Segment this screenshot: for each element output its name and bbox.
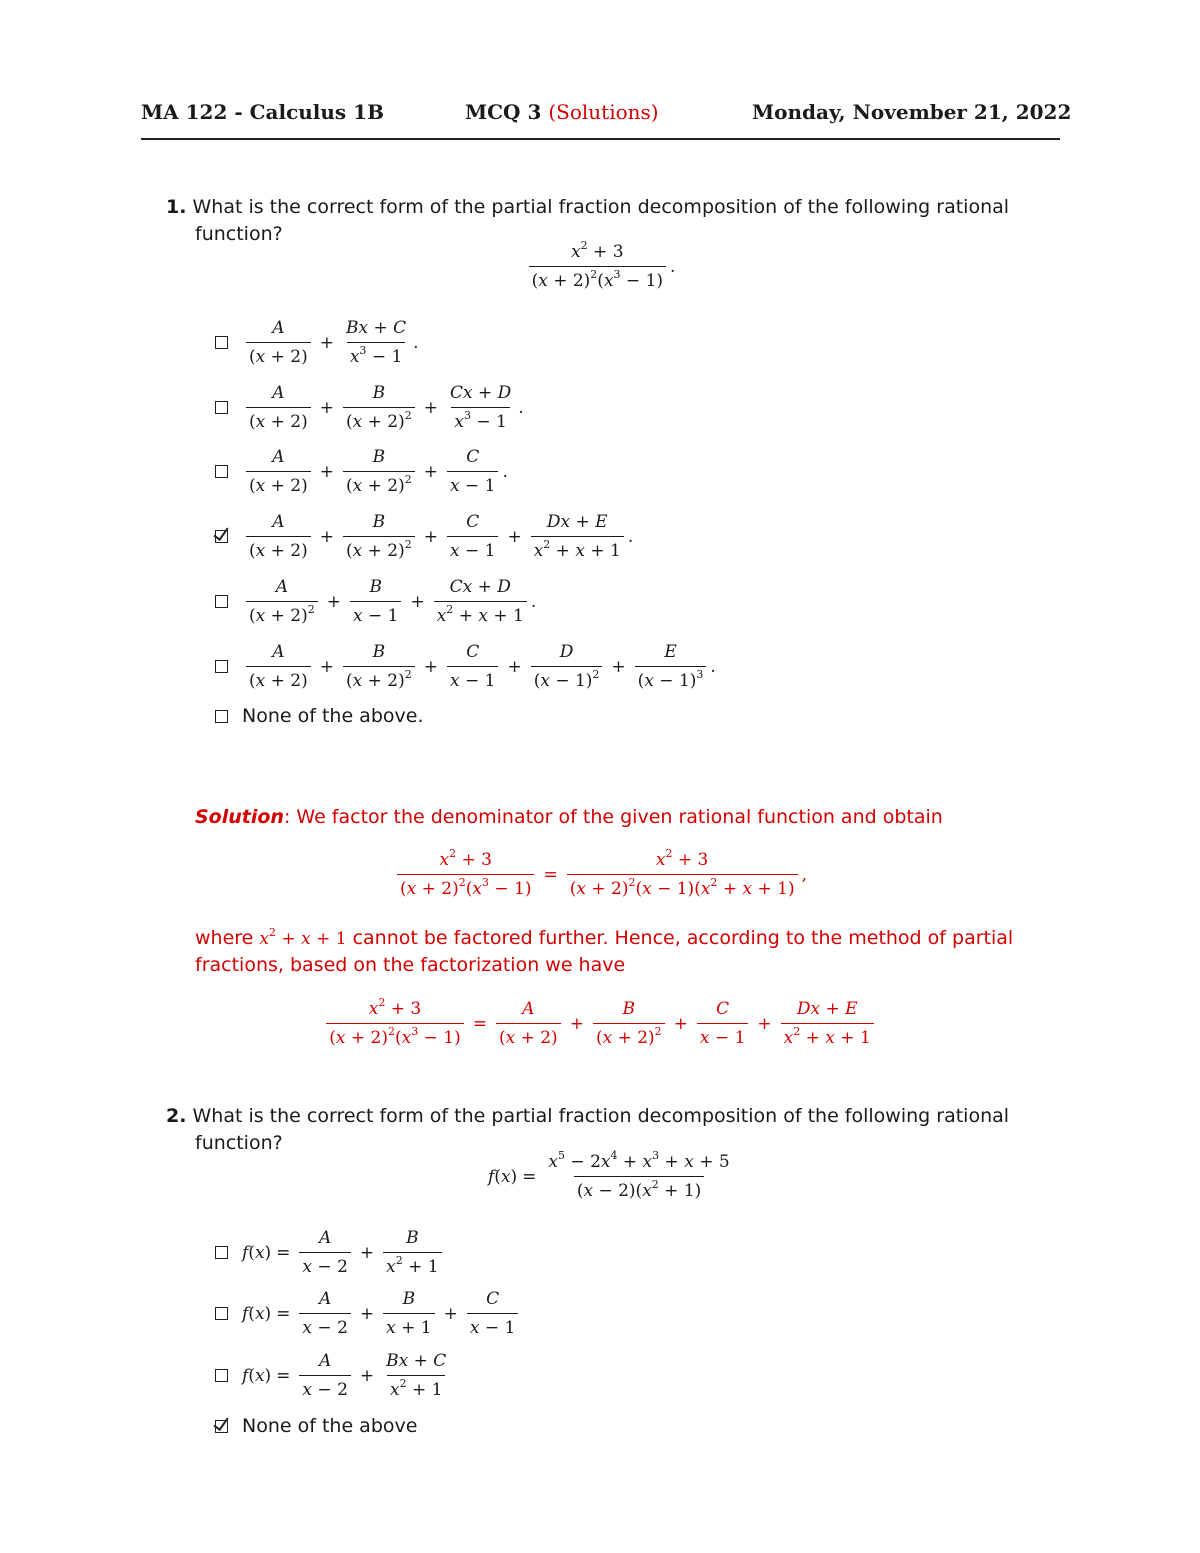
q2-text [166,1103,1009,1130]
q2-option-4-label: None of the above [242,1415,418,1437]
q1-option-4[interactable]: $\frac{A}{(x + 2)}$ + $\frac{B}{(x + 2)^2}$ + $\frac{C}{x - 1}$ + $\frac{Dx + E}{x^2 + x + 1}$ . [215,510,633,563]
q2-function: f ( x ) = $\frac{x^5 - 2x^4 + x^3 + x + 5}{(x - 2)(x^2 + 1)}$ [488,1149,730,1201]
q2-text-line2: function? [195,1132,283,1154]
q2-option-3[interactable]: f ( x ) = $\frac{A}{x - 2}$ + $\frac{Bx + C}{x^2 + 1}$ [215,1349,453,1402]
q1-solution-line3: fractions, based on the factorization we have [195,954,626,976]
solution-label: Solution [195,806,284,828]
q2-number: 2. [166,1105,187,1127]
checkbox-icon[interactable] [215,1246,228,1259]
q1-text [166,194,1009,221]
checked-checkbox-icon[interactable] [215,530,228,543]
checkbox-icon[interactable] [215,595,228,608]
checkbox-icon[interactable] [215,1307,228,1320]
q1-function: $\frac{x^2 + 3}{(x + 2)^2(x^3 - 1)}$ . [0,240,1200,293]
q1-option-1[interactable]: $\frac{A}{(x + 2)}$ + $\frac{Bx + C}{x^3 - 1}$ . [215,316,419,369]
checkbox-icon[interactable] [215,336,228,349]
header-rule [141,138,1060,140]
q1-option-5[interactable]: $\frac{A}{(x + 2)^2}$ + $\frac{B}{x - 1}$ + $\frac{Cx + D}{x^2 + x + 1}$ . [215,575,536,628]
q1-option-7-label: None of the above. [242,705,424,727]
solutions-label: (Solutions) [548,100,659,124]
course-title: MA 122 - Calculus 1B [141,100,384,124]
q1-solution-equation-2: $\frac{x^2 + 3}{(x + 2)^2(x^3 - 1)}$ = $\frac{A}{(x + 2)}$ + $\frac{B}{(x + 2)^2}$ + $\frac{C}{x - 1}$ + $\frac{Dx + E}{x^2 + x + 1}$ [0,997,1200,1050]
q1-text-line2: function? [195,223,283,245]
checkbox-icon[interactable] [215,710,228,723]
checkbox-icon[interactable] [215,401,228,414]
q2-option-1[interactable]: f ( x ) = $\frac{A}{x - 2}$ + $\frac{B}{x^2 + 1}$ [215,1226,446,1279]
q1-text-line1: What is the correct form of the partial fraction decomposition of the following rational [192,196,1010,218]
solution-intro-text: : We factor the denominator of the given rational function and obtain [283,806,943,828]
q1-number: 1. [166,196,187,218]
q2-option-4[interactable] [215,1413,417,1440]
q1-solution-equation-1: $\frac{x^2 + 3}{(x + 2)^2(x^3 - 1)}$ = $\frac{x^2 + 3}{(x + 2)^2(x - 1)(x^2 + x + 1)}$ , [0,848,1200,901]
q1-option-3[interactable]: $\frac{A}{(x + 2)}$ + $\frac{B}{(x + 2)^2}$ + $\frac{C}{x - 1}$ . [215,445,508,498]
solution-line2b: cannot be factored further. Hence, according to the method of partial [346,927,1014,949]
q2-text-line1: What is the correct form of the partial fraction decomposition of the following rational [192,1105,1010,1127]
q1-option-2[interactable]: $\frac{A}{(x + 2)}$ + $\frac{B}{(x + 2)^2}$ + $\frac{Cx + D}{x^3 - 1}$ . [215,381,524,434]
checkbox-icon[interactable] [215,1369,228,1382]
checked-checkbox-icon[interactable] [215,1420,228,1433]
checkbox-icon[interactable] [215,660,228,673]
solution-line2a: where [195,927,260,949]
q2-option-2[interactable]: f ( x ) = $\frac{A}{x - 2}$ + $\frac{B}{x + 1}$ + $\frac{C}{x - 1}$ [215,1287,522,1340]
q1-solution-line2: where $x^2 + x + 1$ cannot be factored further. Hence, according to the method of partial [195,926,1014,949]
exam-title [465,100,659,124]
q1-option-6[interactable]: $\frac{A}{(x + 2)}$ + $\frac{B}{(x + 2)^2}$ + $\frac{C}{x - 1}$ + $\frac{D}{(x - 1)^2}$ + $\frac{E}{(x - 1)^3}$ . [215,640,716,693]
q1-solution-intro [195,804,943,831]
mcq-label: MCQ 3 [465,100,542,124]
exam-date: Monday, November 21, 2022 [752,100,1072,124]
checkbox-icon[interactable] [215,465,228,478]
q1-option-7[interactable] [215,703,423,730]
